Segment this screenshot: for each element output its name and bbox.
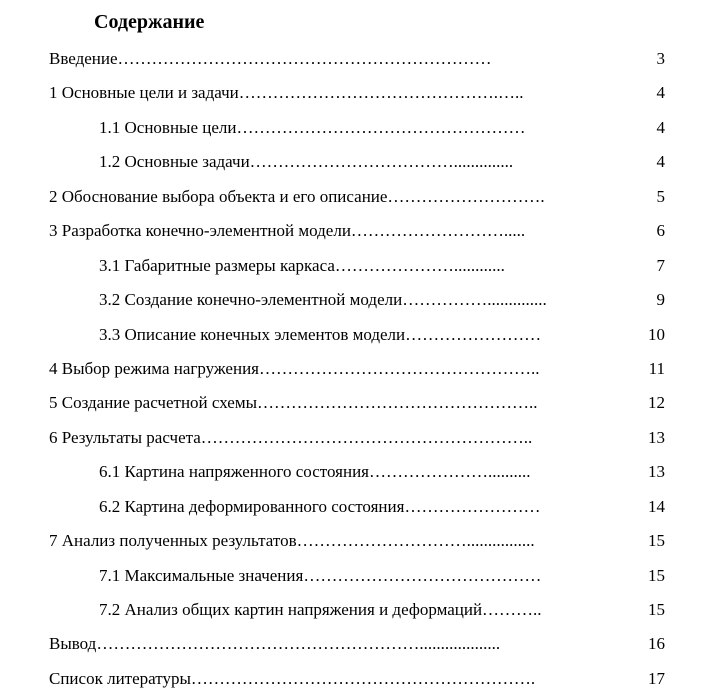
- toc-entry-page: 4: [656, 152, 665, 172]
- toc-entry-text: 5 Создание расчетной схемы…………………………………………..: [49, 393, 538, 413]
- toc-entry-section-1: [0, 76, 721, 110]
- toc-entry-section-7: [0, 524, 721, 558]
- toc-entry-section-2: [0, 180, 721, 214]
- toc-entry-text: 6.2 Картина деформированного состояния……………………: [99, 496, 541, 516]
- toc-entry-section-7-2: [0, 593, 721, 627]
- toc-entry-section-7-1: [0, 559, 721, 593]
- toc-entry-text: Список литературы…………………………………………………….: [49, 668, 536, 688]
- toc-entry-page: 4: [656, 117, 665, 137]
- toc-entry-page: 11: [648, 358, 665, 378]
- toc-entry-page: 4: [656, 83, 665, 103]
- toc-entry-text: 3.3 Описание конечных элементов модели……………………: [99, 324, 542, 344]
- toc-entry-section-6: [0, 421, 721, 455]
- toc-entry-page: 6: [656, 221, 665, 241]
- toc-entry-text: 3.1 Габаритные размеры каркаса…………………............: [99, 255, 505, 275]
- toc-entry-section-6-1: [0, 455, 721, 489]
- toc-entry-page: 5: [656, 186, 665, 206]
- toc-entry-page: 16: [648, 634, 665, 654]
- toc-entry-text: Вывод…………………………………………………...................: [49, 634, 501, 654]
- toc-entry-text: 7.1 Максимальные значения……………………………………: [99, 565, 542, 585]
- toc-entry-text: 3 Разработка конечно-элементной модели……………………….....: [49, 221, 526, 241]
- toc-entry-text: 7 Анализ полученных результатов…………………………................: [49, 531, 535, 551]
- toc-entry-page: 15: [648, 531, 665, 551]
- toc-entry-text: 1 Основные цели и задачи……………………………………….…..: [49, 83, 524, 103]
- toc-entry-page: 3: [656, 49, 665, 68]
- toc-title: Содержание: [94, 11, 205, 33]
- toc-entry-section-1-1: [0, 111, 721, 145]
- toc-entry-page: 10: [648, 324, 665, 344]
- toc-entry-page: 13: [648, 462, 665, 482]
- toc-entry-text: Введение…………………………………………………………: [49, 49, 492, 68]
- toc-entry-text: 7.2 Анализ общих картин напряжения и деформаций………..: [99, 600, 542, 619]
- toc-entry-text: 6 Результаты расчета…………………………………………………..: [49, 427, 533, 447]
- toc-entry-references: [0, 662, 721, 696]
- toc-entry-conclusion: [0, 627, 721, 661]
- toc-entry-page: 17: [648, 668, 665, 688]
- toc-entry-introduction: [0, 42, 721, 76]
- toc-entry-text: 1.2 Основные задачи………………………………..............: [99, 152, 514, 172]
- toc-entry-section-4: [0, 352, 721, 386]
- toc-entry-page: 7: [656, 255, 665, 275]
- toc-entry-section-1-2: [0, 145, 721, 179]
- table-of-contents: [0, 42, 721, 696]
- toc-entry-section-3-1: [0, 249, 721, 283]
- toc-entry-text: 2 Обоснование выбора объекта и его описание……………………….: [49, 186, 545, 206]
- toc-entry-text: 1.1 Основные цели……………………………………………: [99, 117, 526, 137]
- toc-entry-text: 4 Выбор режима нагружения…………………………………………..: [49, 358, 540, 378]
- toc-entry-page: 13: [648, 427, 665, 447]
- toc-entry-section-6-2: [0, 490, 721, 524]
- toc-entry-page: 12: [648, 393, 665, 413]
- toc-entry-page: 15: [648, 565, 665, 585]
- toc-entry-page: 15: [648, 600, 665, 619]
- toc-entry-section-3: [0, 214, 721, 248]
- toc-entry-text: 6.1 Картина напряженного состояния…………………..........: [99, 462, 531, 482]
- toc-entry-page: 14: [648, 496, 665, 516]
- toc-entry-section-5: [0, 386, 721, 420]
- toc-entry-section-3-3: [0, 318, 721, 352]
- toc-entry-section-3-2: [0, 283, 721, 317]
- toc-entry-text: 3.2 Создание конечно-элементной модели……………..............: [99, 290, 547, 310]
- toc-entry-page: 9: [656, 290, 665, 310]
